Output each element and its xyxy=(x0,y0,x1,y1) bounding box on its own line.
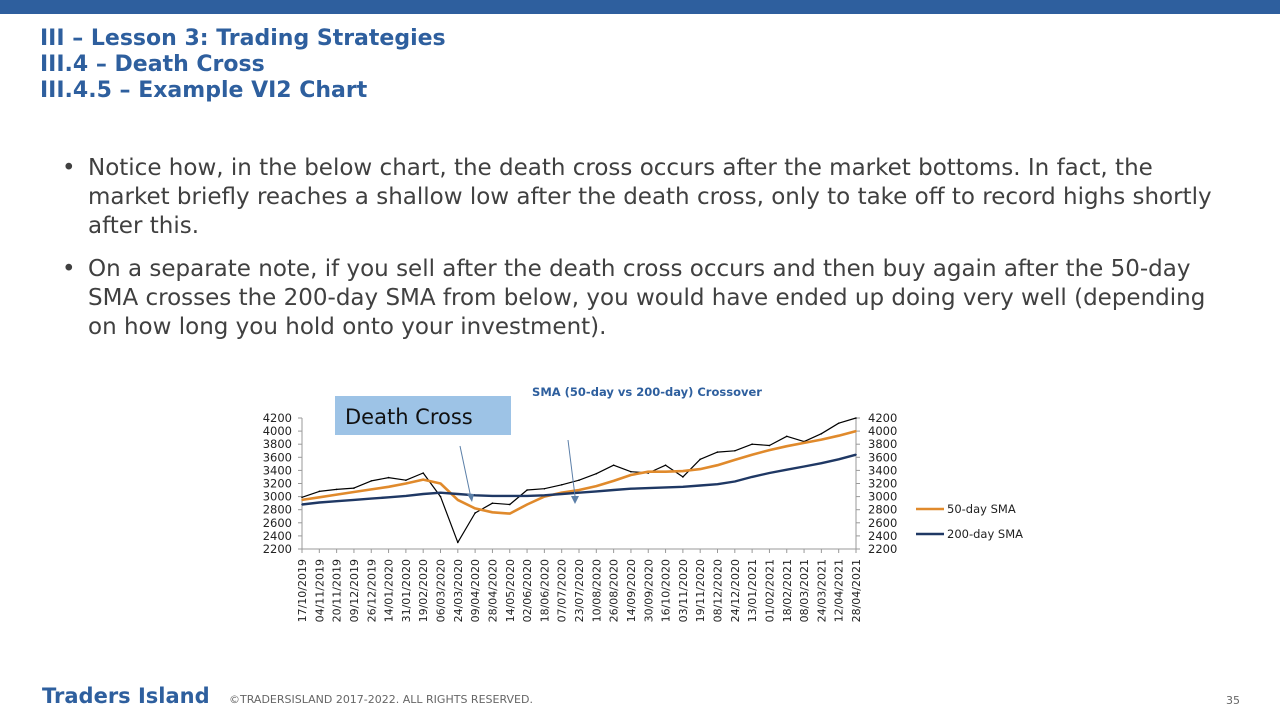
sma-50-line-point xyxy=(596,485,598,487)
sma-50-line-point xyxy=(786,445,788,447)
sma-50-line-point xyxy=(665,471,667,473)
sma-50-line-point xyxy=(457,499,459,501)
chart-series xyxy=(301,417,857,543)
x-tick-label: 26/12/2019 xyxy=(365,559,379,623)
sma-50-line-point xyxy=(336,494,338,496)
price-line-point xyxy=(457,542,459,544)
price-line-point xyxy=(544,488,546,490)
y-tick-label-left: 2200 xyxy=(262,542,292,556)
y-tick-label-right: 2800 xyxy=(868,502,898,517)
sma-200-line-point xyxy=(457,493,459,495)
x-tick-label: 18/02/2021 xyxy=(780,559,794,623)
price-line-point xyxy=(509,504,511,506)
sma-50-line-point xyxy=(370,489,372,491)
sma-50-line-point xyxy=(647,471,649,473)
price-line-point xyxy=(613,464,615,466)
slide-heading xyxy=(40,26,446,104)
y-tick-label-right: 4000 xyxy=(868,424,898,439)
y-tick-label-left: 2800 xyxy=(262,502,292,517)
sma-200-line-point xyxy=(405,495,407,497)
x-tick-label: 19/02/2020 xyxy=(417,559,431,623)
sma-200-line-point xyxy=(353,499,355,501)
price-line-point xyxy=(370,480,372,482)
sma-50-line-point xyxy=(388,486,390,488)
y-tick-label-right: 3600 xyxy=(868,450,898,465)
x-tick-label: 30/09/2020 xyxy=(642,559,656,623)
x-tick-label: 19/11/2020 xyxy=(694,559,708,623)
brand-logo-text: Traders Island xyxy=(42,684,210,708)
price-line-point xyxy=(665,464,667,466)
sma-200-line-point xyxy=(734,481,736,483)
sma-50-line-point xyxy=(682,470,684,472)
x-tick-label: 24/03/2021 xyxy=(815,559,829,623)
x-tick-label: 28/04/2020 xyxy=(486,559,500,623)
sma-50-line-point xyxy=(509,513,511,515)
callout-arrow-right xyxy=(568,440,575,496)
sma-50-line-point xyxy=(821,439,823,441)
price-line-point xyxy=(440,496,442,498)
price-line-point xyxy=(838,422,840,424)
sma-200-line-point xyxy=(769,472,771,474)
x-tick-label: 01/02/2021 xyxy=(763,559,777,623)
heading-section: III.4 – Death Cross xyxy=(40,52,265,77)
price-line-point xyxy=(405,479,407,481)
price-line-point xyxy=(596,473,598,475)
x-tick-label: 23/07/2020 xyxy=(573,559,586,623)
sma-50-line-point xyxy=(751,454,753,456)
sma-50-line-point xyxy=(699,468,701,470)
bullet-list xyxy=(62,154,1232,356)
sma-50-line-point xyxy=(474,508,476,510)
sma-200-line-point xyxy=(751,476,753,478)
price-line-point xyxy=(630,471,632,473)
x-tick-label: 18/06/2020 xyxy=(538,559,552,623)
sma-200-line-point xyxy=(370,498,372,500)
sma-200-line-point xyxy=(699,485,701,487)
x-tick-label: 14/09/2020 xyxy=(624,559,638,623)
y-tick-label-right: 3000 xyxy=(868,489,898,504)
x-tick-label: 16/10/2020 xyxy=(659,559,673,623)
sma-200-line-point xyxy=(474,494,476,496)
sma-200-line-point xyxy=(855,454,857,456)
sma-200-line-point xyxy=(544,494,546,496)
legend-label: 200-day SMA xyxy=(947,527,1023,541)
y-tick-label-right: 3400 xyxy=(868,463,898,478)
y-tick-label-left: 3800 xyxy=(262,437,292,452)
x-tick-label: 24/03/2020 xyxy=(451,559,465,623)
x-tick-label: 17/10/2019 xyxy=(296,559,309,623)
x-tick-label: 09/12/2019 xyxy=(347,559,361,623)
sma-200-line-point xyxy=(388,496,390,498)
callout-arrow-left-head xyxy=(467,494,474,502)
y-tick-label-left: 4200 xyxy=(262,411,292,425)
y-tick-label-left: 3200 xyxy=(262,476,292,491)
x-tick-label: 28/04/2021 xyxy=(850,559,863,623)
price-line-point xyxy=(422,472,424,474)
x-tick-label: 08/12/2020 xyxy=(711,559,725,623)
price-line-point xyxy=(734,450,736,452)
death-cross-callout-label: Death Cross xyxy=(345,405,473,429)
x-tick-label: 02/06/2020 xyxy=(521,559,535,623)
bullet-text: On a separate note, if you sell after the death cross occurs and then buy again after the 50-day SMA crosses the 200-day SMA from below, you would have ended up doing very well (depending on how long you hold onto your investment). xyxy=(88,256,1206,340)
sma-200-line-point xyxy=(440,492,442,494)
price-line-point xyxy=(336,489,338,491)
price-line-point xyxy=(682,476,684,478)
x-tick-label: 13/01/2021 xyxy=(746,559,760,623)
sma-200-line-point xyxy=(509,495,511,497)
price-line-point xyxy=(492,502,494,504)
sma-200-line-point xyxy=(578,492,580,494)
callout-arrow-right-head xyxy=(571,496,579,504)
sma-200-line-point xyxy=(838,458,840,460)
price-line-point xyxy=(751,443,753,445)
sma-50-line-point xyxy=(405,483,407,485)
sma-200-line-point xyxy=(630,488,632,490)
sma-200-line-point xyxy=(647,487,649,489)
x-tick-label: 31/01/2020 xyxy=(399,559,413,623)
y-tick-label-right: 2600 xyxy=(868,515,898,530)
chart-title: SMA (50-day vs 200-day) Crossover xyxy=(532,385,762,399)
bullet-dot-icon: • xyxy=(62,256,76,282)
sma-200-line-point xyxy=(717,483,719,485)
x-tick-label: 20/11/2019 xyxy=(330,559,344,623)
y-tick-label-right: 2200 xyxy=(868,542,898,556)
chart-legend xyxy=(916,502,1023,541)
sma-50-line-point xyxy=(440,483,442,485)
sma-50-line-point xyxy=(526,504,528,506)
y-tick-label-left: 3000 xyxy=(262,489,292,504)
bullet-dot-icon: • xyxy=(62,155,76,181)
sma-50-line-point xyxy=(301,499,303,501)
sma-50-line-point xyxy=(422,479,424,481)
page-number: 35 xyxy=(1226,694,1240,707)
sma-50-line-point xyxy=(613,480,615,482)
x-tick-label: 07/07/2020 xyxy=(555,559,569,623)
y-tick-label-left: 2400 xyxy=(262,528,292,543)
y-tick-label-right: 3800 xyxy=(868,437,898,452)
sma-50-line-point xyxy=(838,435,840,437)
x-tick-label: 12/04/2021 xyxy=(832,559,846,623)
y-tick-label-left: 2600 xyxy=(262,515,292,530)
price-line-point xyxy=(561,484,563,486)
callout-arrow-left xyxy=(460,446,471,498)
sma-50-line-point xyxy=(803,442,805,444)
sma-crossover-chart xyxy=(250,378,1090,638)
y-tick-label-right: 2400 xyxy=(868,528,898,543)
price-line-point xyxy=(353,487,355,489)
death-cross-annotation xyxy=(335,396,579,504)
y-tick-label-left: 3400 xyxy=(262,463,292,478)
sma-200-line-point xyxy=(821,462,823,464)
sma-200-line-point xyxy=(492,495,494,497)
x-tick-label: 26/08/2020 xyxy=(607,559,621,623)
sma-200-line-point xyxy=(803,466,805,468)
sma-50-line-point xyxy=(578,489,580,491)
price-line-point xyxy=(769,445,771,447)
copyright-notice: ©TRADERSISLAND 2017-2022. ALL RIGHTS RESERVED. xyxy=(229,693,533,706)
sma-50-line-point xyxy=(492,512,494,514)
bullet-item xyxy=(62,154,1232,241)
heading-lesson: III – Lesson 3: Trading Strategies xyxy=(40,26,446,51)
sma-50-line-point xyxy=(319,496,321,498)
sma-50-line-point xyxy=(717,464,719,466)
sma-200-line-point xyxy=(422,493,424,495)
price-line-point xyxy=(301,496,303,498)
price-line-point xyxy=(319,491,321,493)
x-tick-label: 14/05/2020 xyxy=(503,559,517,623)
legend-label: 50-day SMA xyxy=(947,502,1016,516)
x-tick-label: 04/11/2019 xyxy=(313,559,327,623)
sma-50-line-point xyxy=(769,449,771,451)
y-tick-label-right: 4200 xyxy=(868,411,898,425)
price-line-point xyxy=(821,433,823,435)
x-tick-label: 03/11/2020 xyxy=(676,559,690,623)
sma-200-line-point xyxy=(336,500,338,502)
sma-50-line-point xyxy=(734,459,736,461)
y-tick-label-right: 3200 xyxy=(868,476,898,491)
sma-200-line-point xyxy=(665,487,667,489)
x-tick-label: 08/03/2021 xyxy=(798,559,812,623)
price-line-point xyxy=(717,451,719,453)
x-tick-label: 06/03/2020 xyxy=(434,559,448,623)
price-line-point xyxy=(786,436,788,438)
sma-50-line-point xyxy=(353,491,355,493)
price-line-point xyxy=(699,458,701,460)
price-line-point xyxy=(474,512,476,514)
sma-200-line-point xyxy=(526,495,528,497)
x-tick-label: 09/04/2020 xyxy=(469,559,483,623)
sma-200-line-point xyxy=(682,486,684,488)
top-accent-bar xyxy=(0,0,1280,14)
sma-200-line-point xyxy=(613,489,615,491)
heading-subsection: III.4.5 – Example VI2 Chart xyxy=(40,78,368,103)
sma-200-line-point xyxy=(301,504,303,506)
x-tick-label: 10/08/2020 xyxy=(590,559,604,623)
bullet-text: Notice how, in the below chart, the death cross occurs after the market bottoms. In fact, the market briefly reaches a shallow low after the death cross, only to take off to record highs shortly after this. xyxy=(88,155,1212,239)
price-line-point xyxy=(388,477,390,479)
sma-200-line-point xyxy=(319,502,321,504)
sma-200-line-point xyxy=(786,469,788,471)
y-tick-label-left: 3600 xyxy=(262,450,292,465)
price-line-point xyxy=(855,417,857,419)
sma-200-line-point xyxy=(561,493,563,495)
bullet-item xyxy=(62,255,1232,342)
sma-50-line-point xyxy=(855,430,857,432)
sma-50-line-point xyxy=(630,474,632,476)
x-tick-label: 24/12/2020 xyxy=(728,559,742,623)
x-tick-label: 14/01/2020 xyxy=(382,559,396,623)
price-line-point xyxy=(526,489,528,491)
price-line-point xyxy=(578,479,580,481)
y-tick-label-left: 4000 xyxy=(262,424,292,439)
sma-200-line-point xyxy=(596,491,598,493)
